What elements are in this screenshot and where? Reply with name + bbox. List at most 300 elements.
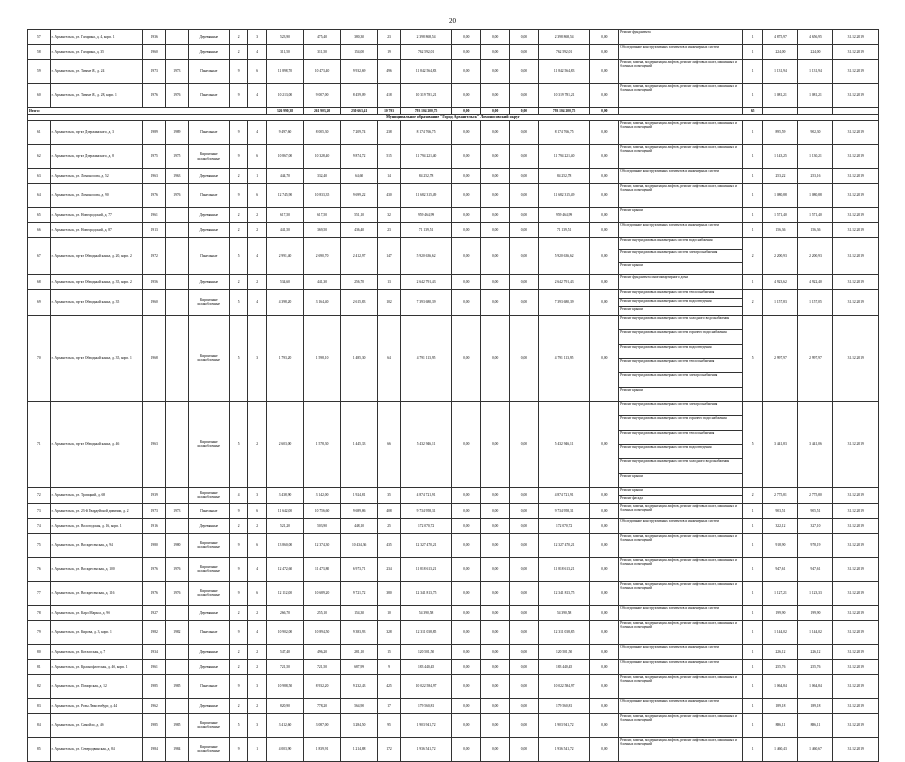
cell-works [619,45,743,60]
cell-entrances: 2 [248,208,267,223]
cell-year-commissioned: 1976 [166,84,189,108]
work-item: Обследование конструктивных элементов и инженерных систем [620,605,719,610]
cell-total-cost: 9 734 958,31 [400,503,452,518]
cell-residential-area: 475,40 [304,30,341,45]
cell-fund-federal: 0,00 [452,45,481,60]
cell-other-funds: 0,00 [590,45,619,60]
table-row [28,223,879,238]
cell-max-unit-cost: 1 081,21 [798,84,833,108]
cell-works-count: 2 [742,238,763,275]
cell-fund-regional: 0,00 [481,45,510,60]
cell-address: г. Архангельск, ул. Карл Маркса, д. 9б [50,605,143,620]
cell-wall-material: Панельные [188,238,229,275]
cell-works [619,503,743,518]
capital-repair-register [27,29,879,754]
cell-wall-material: Кирпичные шлакоблочные [188,737,229,761]
cell-owner-funds: 12 311 038,85 [538,620,590,644]
cell-wall-material: Кирпичные шлакоблочные [188,533,229,557]
cell-residential-area: 3 164,40 [304,289,341,315]
work-item: Ремонт крыши [620,307,643,312]
cell-entrances: 2 [248,223,267,238]
table-row [28,557,879,581]
cell-row-number: 69 [28,289,51,315]
cell-fund-regional: 0,00 [481,503,510,518]
cell-owner-funds: 54 390,58 [538,605,590,620]
summary-empty [763,108,798,115]
cell-unit-cost: 156,36 [763,223,798,238]
cell-other-funds: 0,00 [590,581,619,605]
work-item: Ремонт, замена, модернизация лифтов, ремонт лифтовых шахт, машинных и блочных помещений [620,674,737,684]
cell-residential-area: 778,20 [304,698,341,713]
cell-row-number: 65 [28,208,51,223]
cell-fund-local: 0,00 [510,713,539,737]
cell-unit-cost: 1 571,40 [763,208,798,223]
cell-wall-material: Деревянные [188,45,229,60]
cell-entrances: 4 [248,557,267,581]
cell-completion-date: 31.12.2019 [833,208,879,223]
cell-works [619,533,743,557]
cell-owner-funds: 183 440,45 [538,659,590,674]
cell-entrances: 1 [248,169,267,184]
cell-private-area: 10 434,36 [341,533,378,557]
cell-unit-cost: 322,12 [763,518,798,533]
cell-address: г. Архангельск, пр-кт Обводный канал, д. 20, корп. 2 [50,238,143,275]
cell-unit-cost: 224,00 [763,45,798,60]
cell-fund-local: 0,00 [510,289,539,315]
cell-works [619,659,743,674]
table-row [28,698,879,713]
cell-residential-area: 255,10 [304,605,341,620]
cell-entrances: 6 [248,581,267,605]
cell-fund-regional: 0,00 [481,121,510,145]
cell-fund-regional: 0,00 [481,674,510,698]
cell-row-number: 59 [28,60,51,84]
cell-completion-date: 31.12.2019 [833,45,879,60]
cell-wall-material: Кирпичные шлакоблочные [188,145,229,169]
cell-residential-area: 3 087,00 [304,713,341,737]
cell-completion-date: 31.12.2019 [833,518,879,533]
cell-completion-date: 31.12.2019 [833,605,879,620]
cell-works-count: 1 [742,84,763,108]
cell-residential-area: 311,50 [304,45,341,60]
cell-address: г. Архангельск, ул. Ломоносова, д. 52 [50,169,143,184]
cell-total-cost: 1 903 941,72 [400,713,452,737]
work-item: Ремонт внутридомовых инженерных систем холодного водоснабжения [619,316,742,330]
cell-owner-funds: 4 791 113,95 [538,315,590,401]
cell-fund-local: 0,00 [510,518,539,533]
cell-floors: 5 [229,238,248,275]
cell-private-area: 9 874,72 [341,145,378,169]
cell-year-built: 1963 [143,169,166,184]
cell-residents: 23 [378,30,401,45]
cell-works-count: 1 [742,145,763,169]
cell-row-number: 81 [28,659,51,674]
cell-other-funds: 0,00 [590,620,619,644]
cell-floors: 2 [229,169,248,184]
cell-owner-funds: 959 464,99 [538,208,590,223]
cell-owner-funds: 9 734 958,31 [538,503,590,518]
cell-residents: 19 [378,45,401,60]
cell-fund-regional: 0,00 [481,184,510,208]
cell-works [619,315,743,401]
cell-completion-date: 31.12.2019 [833,30,879,45]
cell-works [619,274,743,289]
cell-other-funds: 0,00 [590,737,619,761]
cell-year-built: 1960 [143,45,166,60]
cell-owner-funds: 5 920 636,62 [538,238,590,275]
cell-total-area: 523,90 [266,30,303,45]
cell-residents: 102 [378,289,401,315]
cell-other-funds: 0,00 [590,84,619,108]
cell-entrances: 3 [248,315,267,401]
cell-year-built: 1989 [143,121,166,145]
cell-completion-date: 31.12.2019 [833,533,879,557]
cell-unit-cost: 886,11 [763,713,798,737]
cell-address: г. Архангельск, ул. Краснофлотская, д. 4б, корп. 1 [50,659,143,674]
cell-unit-cost: 1 080,88 [763,184,798,208]
cell-total-area: 12 745,90 [266,184,303,208]
cell-year-built: 1976 [143,184,166,208]
cell-private-area: 281,10 [341,644,378,659]
cell-works-count: 5 [742,401,763,487]
cell-completion-date: 31.12.2019 [833,274,879,289]
cell-residential-area: 8 005,30 [304,121,341,145]
cell-owner-funds: 12 327 470,21 [538,533,590,557]
cell-year-built: 1961 [143,208,166,223]
cell-address: г. Архангельск, ул. Самойло, д. 4б [50,713,143,737]
cell-unit-cost: 189,18 [763,698,798,713]
table-row [28,737,879,761]
cell-year-commissioned [166,238,189,275]
cell-residential-area: 10 328,40 [304,145,341,169]
cell-row-number: 63 [28,169,51,184]
cell-residential-area: 441,30 [304,274,341,289]
cell-works-count: 1 [742,644,763,659]
cell-row-number: 78 [28,605,51,620]
cell-fund-federal: 0,00 [452,605,481,620]
cell-other-funds: 0,00 [590,644,619,659]
cell-entrances: 2 [248,644,267,659]
cell-entrances: 4 [248,45,267,60]
work-item: Ремонт крыши [620,387,643,392]
cell-fund-local: 0,00 [510,581,539,605]
cell-fund-regional: 0,00 [481,223,510,238]
cell-row-number: 57 [28,30,51,45]
cell-year-built: 1913 [143,223,166,238]
cell-floors: 4 [229,487,248,503]
summary-block [28,108,879,121]
work-item: Ремонт крыши [620,262,643,267]
work-item: Ремонт, замена, модернизация лифтов, ремонт лифтовых шахт, машинных и блочных помещений [620,620,737,630]
summary-count: 65 [742,108,763,115]
cell-entrances: 6 [248,533,267,557]
cell-completion-date: 31.12.2019 [833,60,879,84]
work-item: Обследование конструктивных элементов и инженерных систем [620,659,719,664]
cell-fund-federal: 0,00 [452,659,481,674]
cell-floors: 9 [229,121,248,145]
table-row [28,315,879,401]
cell-row-number: 60 [28,84,51,108]
work-item: Ремонт внутридомовых инженерных систем холодного водоснабжения [619,459,742,473]
work-item: Ремонт внутридомовых инженерных систем водоснабжения [619,238,742,250]
cell-year-built: 1985 [143,713,166,737]
cell-fund-federal: 0,00 [452,713,481,737]
cell-fund-federal: 0,00 [452,315,481,401]
cell-fund-regional: 0,00 [481,487,510,503]
cell-private-area: 448,10 [341,518,378,533]
table-row [28,533,879,557]
cell-total-area: 10 902,00 [266,620,303,644]
cell-residents: 35 [378,487,401,503]
rows-before-summary [28,30,879,108]
cell-residents: 238 [378,121,401,145]
cell-private-area: 380,30 [341,30,378,45]
work-item: Ремонт крыши [620,473,643,478]
cell-entrances: 4 [248,84,267,108]
cell-year-built: 1927 [143,605,166,620]
cell-fund-regional: 0,00 [481,737,510,761]
cell-year-commissioned [166,659,189,674]
cell-total-area: 444,70 [266,169,303,184]
cell-owner-funds: 2 398 868,54 [538,30,590,45]
cell-max-unit-cost: 253,16 [798,169,833,184]
cell-address: г. Архангельск, пр-кт Дзержинского, д. 3 [50,121,143,145]
table-row [28,620,879,644]
cell-owner-funds: 172 070,72 [538,518,590,533]
cell-owner-funds: 7 393 680,39 [538,289,590,315]
work-item: Ремонт, замена, модернизация лифтов, ремонт лифтовых шахт, машинных и блочных помещений [620,533,737,543]
cell-unit-cost: 1 127,21 [763,581,798,605]
table-row [28,581,879,605]
cell-residents: 13 [378,274,401,289]
cell-address: г. Архангельск, ул. Вологодская, д. 16, корп. 1 [50,518,143,533]
cell-year-built: 1960 [143,289,166,315]
cell-total-area: 12 112,00 [266,581,303,605]
work-item: Ремонт внутридомовых инженерных систем водоотведения [619,299,742,308]
cell-private-area: 1 485,30 [341,315,378,401]
cell-entrances: 4 [248,238,267,275]
cell-residential-area: 10 689,20 [304,581,341,605]
work-item: Ремонт фасада [620,495,643,500]
cell-year-commissioned [166,45,189,60]
cell-owner-funds: 11 818 613,21 [538,557,590,581]
cell-private-area: 436,40 [341,223,378,238]
cell-fund-federal: 0,00 [452,557,481,581]
cell-year-built: 1976 [143,557,166,581]
summary-z1: 0,00 [452,108,481,115]
cell-other-funds: 0,00 [590,605,619,620]
cell-entrances: 3 [248,487,267,503]
table-row [28,659,879,674]
cell-fund-federal: 0,00 [452,698,481,713]
cell-address: г. Архангельск, ул. Троицкий, д. 68 [50,487,143,503]
cell-wall-material: Деревянные [188,223,229,238]
cell-max-unit-cost: 1 157,05 [798,289,833,315]
cell-fund-federal: 0,00 [452,620,481,644]
cell-max-unit-cost: 2 997,97 [798,315,833,401]
cell-total-area: 2 603,00 [266,401,303,487]
cell-works [619,698,743,713]
cell-max-unit-cost: 1 130,21 [798,145,833,169]
cell-completion-date: 31.12.2019 [833,184,879,208]
cell-fund-local: 0,00 [510,223,539,238]
cell-total-cost: 12 327 470,21 [400,533,452,557]
summary-cost: 793 104 200,75 [400,108,452,115]
cell-works [619,644,743,659]
cell-address: г. Архангельск, ул. 23-й Гвардейской дивизии, д. 2 [50,503,143,518]
cell-max-unit-cost: 156,36 [798,223,833,238]
cell-works [619,713,743,737]
cell-address: г. Архангельск, ул. Гагарина, д. 35 [50,45,143,60]
summary-z3: 0,00 [510,108,539,115]
cell-owner-funds: 762 592,01 [538,45,590,60]
work-item: Ремонт, замена, модернизация лифтов, ремонт лифтовых шахт, машинных и блочных помещений [620,60,737,69]
cell-entrances: 2 [248,605,267,620]
cell-year-built: 1968 [143,315,166,401]
cell-total-cost: 11 842 564,83 [400,60,452,84]
work-item: Ремонт внутридомовых инженерных систем электроснабжения [619,250,742,262]
cell-total-area: 11 898,70 [266,60,303,84]
cell-wall-material: Панельные [188,503,229,518]
cell-fund-federal: 0,00 [452,223,481,238]
cell-works-count: 1 [742,60,763,84]
table-row [28,121,879,145]
work-item: Ремонт внутридомовых инженерных систем водоотведения [619,345,742,359]
cell-fund-local: 0,00 [510,30,539,45]
cell-fund-federal: 0,00 [452,84,481,108]
cell-private-area: 9 699,22 [341,184,378,208]
cell-year-commissioned [166,289,189,315]
cell-address: г. Архангельск, пр-кт Обводный канал, д. 46 [50,401,143,487]
cell-works [619,289,743,315]
cell-address: г. Архангельск, ул. Гагарина, д. 4, корп. 1 [50,30,143,45]
cell-entrances: 3 [248,30,267,45]
cell-max-unit-cost: 886,11 [798,713,833,737]
cell-works [619,121,743,145]
table-row [28,184,879,208]
cell-private-area: 9 689,86 [341,503,378,518]
work-item: Ремонт фундамента многоквартирного дома [620,274,688,279]
cell-completion-date: 31.12.2019 [833,503,879,518]
cell-works [619,184,743,208]
cell-total-cost: 4 791 113,95 [400,315,452,401]
cell-owner-funds: 71 139,51 [538,223,590,238]
cell-unit-cost: 1 143,25 [763,145,798,169]
table-row [28,605,879,620]
cell-residential-area: 617,50 [304,208,341,223]
cell-total-cost: 8 174 766,75 [400,121,452,145]
cell-other-funds: 0,00 [590,121,619,145]
cell-fund-local: 0,00 [510,184,539,208]
cell-wall-material: Деревянные [188,605,229,620]
cell-row-number: 77 [28,581,51,605]
cell-residents: 15 [378,644,401,659]
cell-works [619,737,743,761]
work-item: Ремонт внутридомовых инженерных систем теплоснабжения [619,290,742,299]
cell-residents: 9 [378,659,401,674]
cell-private-area: 9 232,43 [341,674,378,698]
cell-fund-federal: 0,00 [452,184,481,208]
cell-private-area: 687,99 [341,659,378,674]
cell-address: г. Архангельск, ул. Тимме Я., д. 28, корп. 1 [50,84,143,108]
cell-works [619,169,743,184]
cell-row-number: 73 [28,503,51,518]
cell-total-cost: 762 592,01 [400,45,452,60]
table-row [28,238,879,275]
cell-works-count: 1 [742,698,763,713]
cell-year-built: 1984 [143,737,166,761]
cell-row-number: 76 [28,557,51,581]
cell-works-count: 1 [742,121,763,145]
cell-row-number: 85 [28,737,51,761]
work-item: Ремонт крыши [619,488,742,496]
cell-floors: 9 [229,581,248,605]
cell-unit-cost: 1 081,21 [763,84,798,108]
cell-total-area: 1 793,20 [266,315,303,401]
cell-floors: 9 [229,184,248,208]
cell-max-unit-cost: 4 922,40 [798,274,833,289]
work-item: Ремонт внутридомовых инженерных систем электроснабжения [619,373,742,387]
page-number: 20 [449,17,456,25]
cell-wall-material: Кирпичные шлакоблочные [188,289,229,315]
cell-row-number: 61 [28,121,51,145]
cell-residents: 234 [378,557,401,581]
cell-owner-funds: 5 432 946,11 [538,401,590,487]
cell-fund-federal: 0,00 [452,121,481,145]
cell-max-unit-cost: 1 131,94 [798,60,833,84]
cell-wall-material: Панельные [188,184,229,208]
cell-floors: 5 [229,713,248,737]
cell-max-unit-cost: 978,19 [798,533,833,557]
summary-empty [798,108,833,115]
cell-total-area: 534,60 [266,274,303,289]
cell-fund-federal: 0,00 [452,289,481,315]
cell-owner-funds: 4 874 721,91 [538,487,590,503]
cell-works [619,674,743,698]
cell-fund-regional: 0,00 [481,401,510,487]
cell-residents: 64 [378,315,401,401]
cell-year-commissioned [166,487,189,503]
cell-wall-material: Кирпичные шлакоблочные [188,401,229,487]
cell-max-unit-cost: 2 775,80 [798,487,833,503]
cell-address: г. Архангельск, ул. Новгородский, д. 87 [50,223,143,238]
cell-entrances: 2 [248,518,267,533]
cell-year-commissioned: 1973 [166,503,189,518]
rows-after-summary [28,121,879,762]
cell-residential-area: 8 932,20 [304,674,341,698]
cell-total-cost: 12 341 813,75 [400,581,452,605]
work-item: Обследование конструктивных элементов и инженерных систем [620,223,719,227]
cell-floors: 5 [229,401,248,487]
cell-fund-federal: 0,00 [452,644,481,659]
cell-wall-material: Панельные [188,84,229,108]
cell-entrances: 4 [248,620,267,644]
cell-unit-cost: 3 441,83 [763,401,798,487]
cell-floors: 9 [229,620,248,644]
cell-residential-area: 496,20 [304,644,341,659]
cell-works-count: 1 [742,274,763,289]
cell-works [619,401,743,487]
cell-year-commissioned: 1980 [166,533,189,557]
cell-address: г. Архангельск, ул. Северодвинская, д. 84 [50,737,143,761]
table-row [28,487,879,503]
cell-entrances: 6 [248,145,267,169]
table-row [28,289,879,315]
cell-year-commissioned: 1976 [166,557,189,581]
cell-completion-date: 31.12.2019 [833,737,879,761]
cell-other-funds: 0,00 [590,223,619,238]
cell-total-cost: 84 252,78 [400,169,452,184]
